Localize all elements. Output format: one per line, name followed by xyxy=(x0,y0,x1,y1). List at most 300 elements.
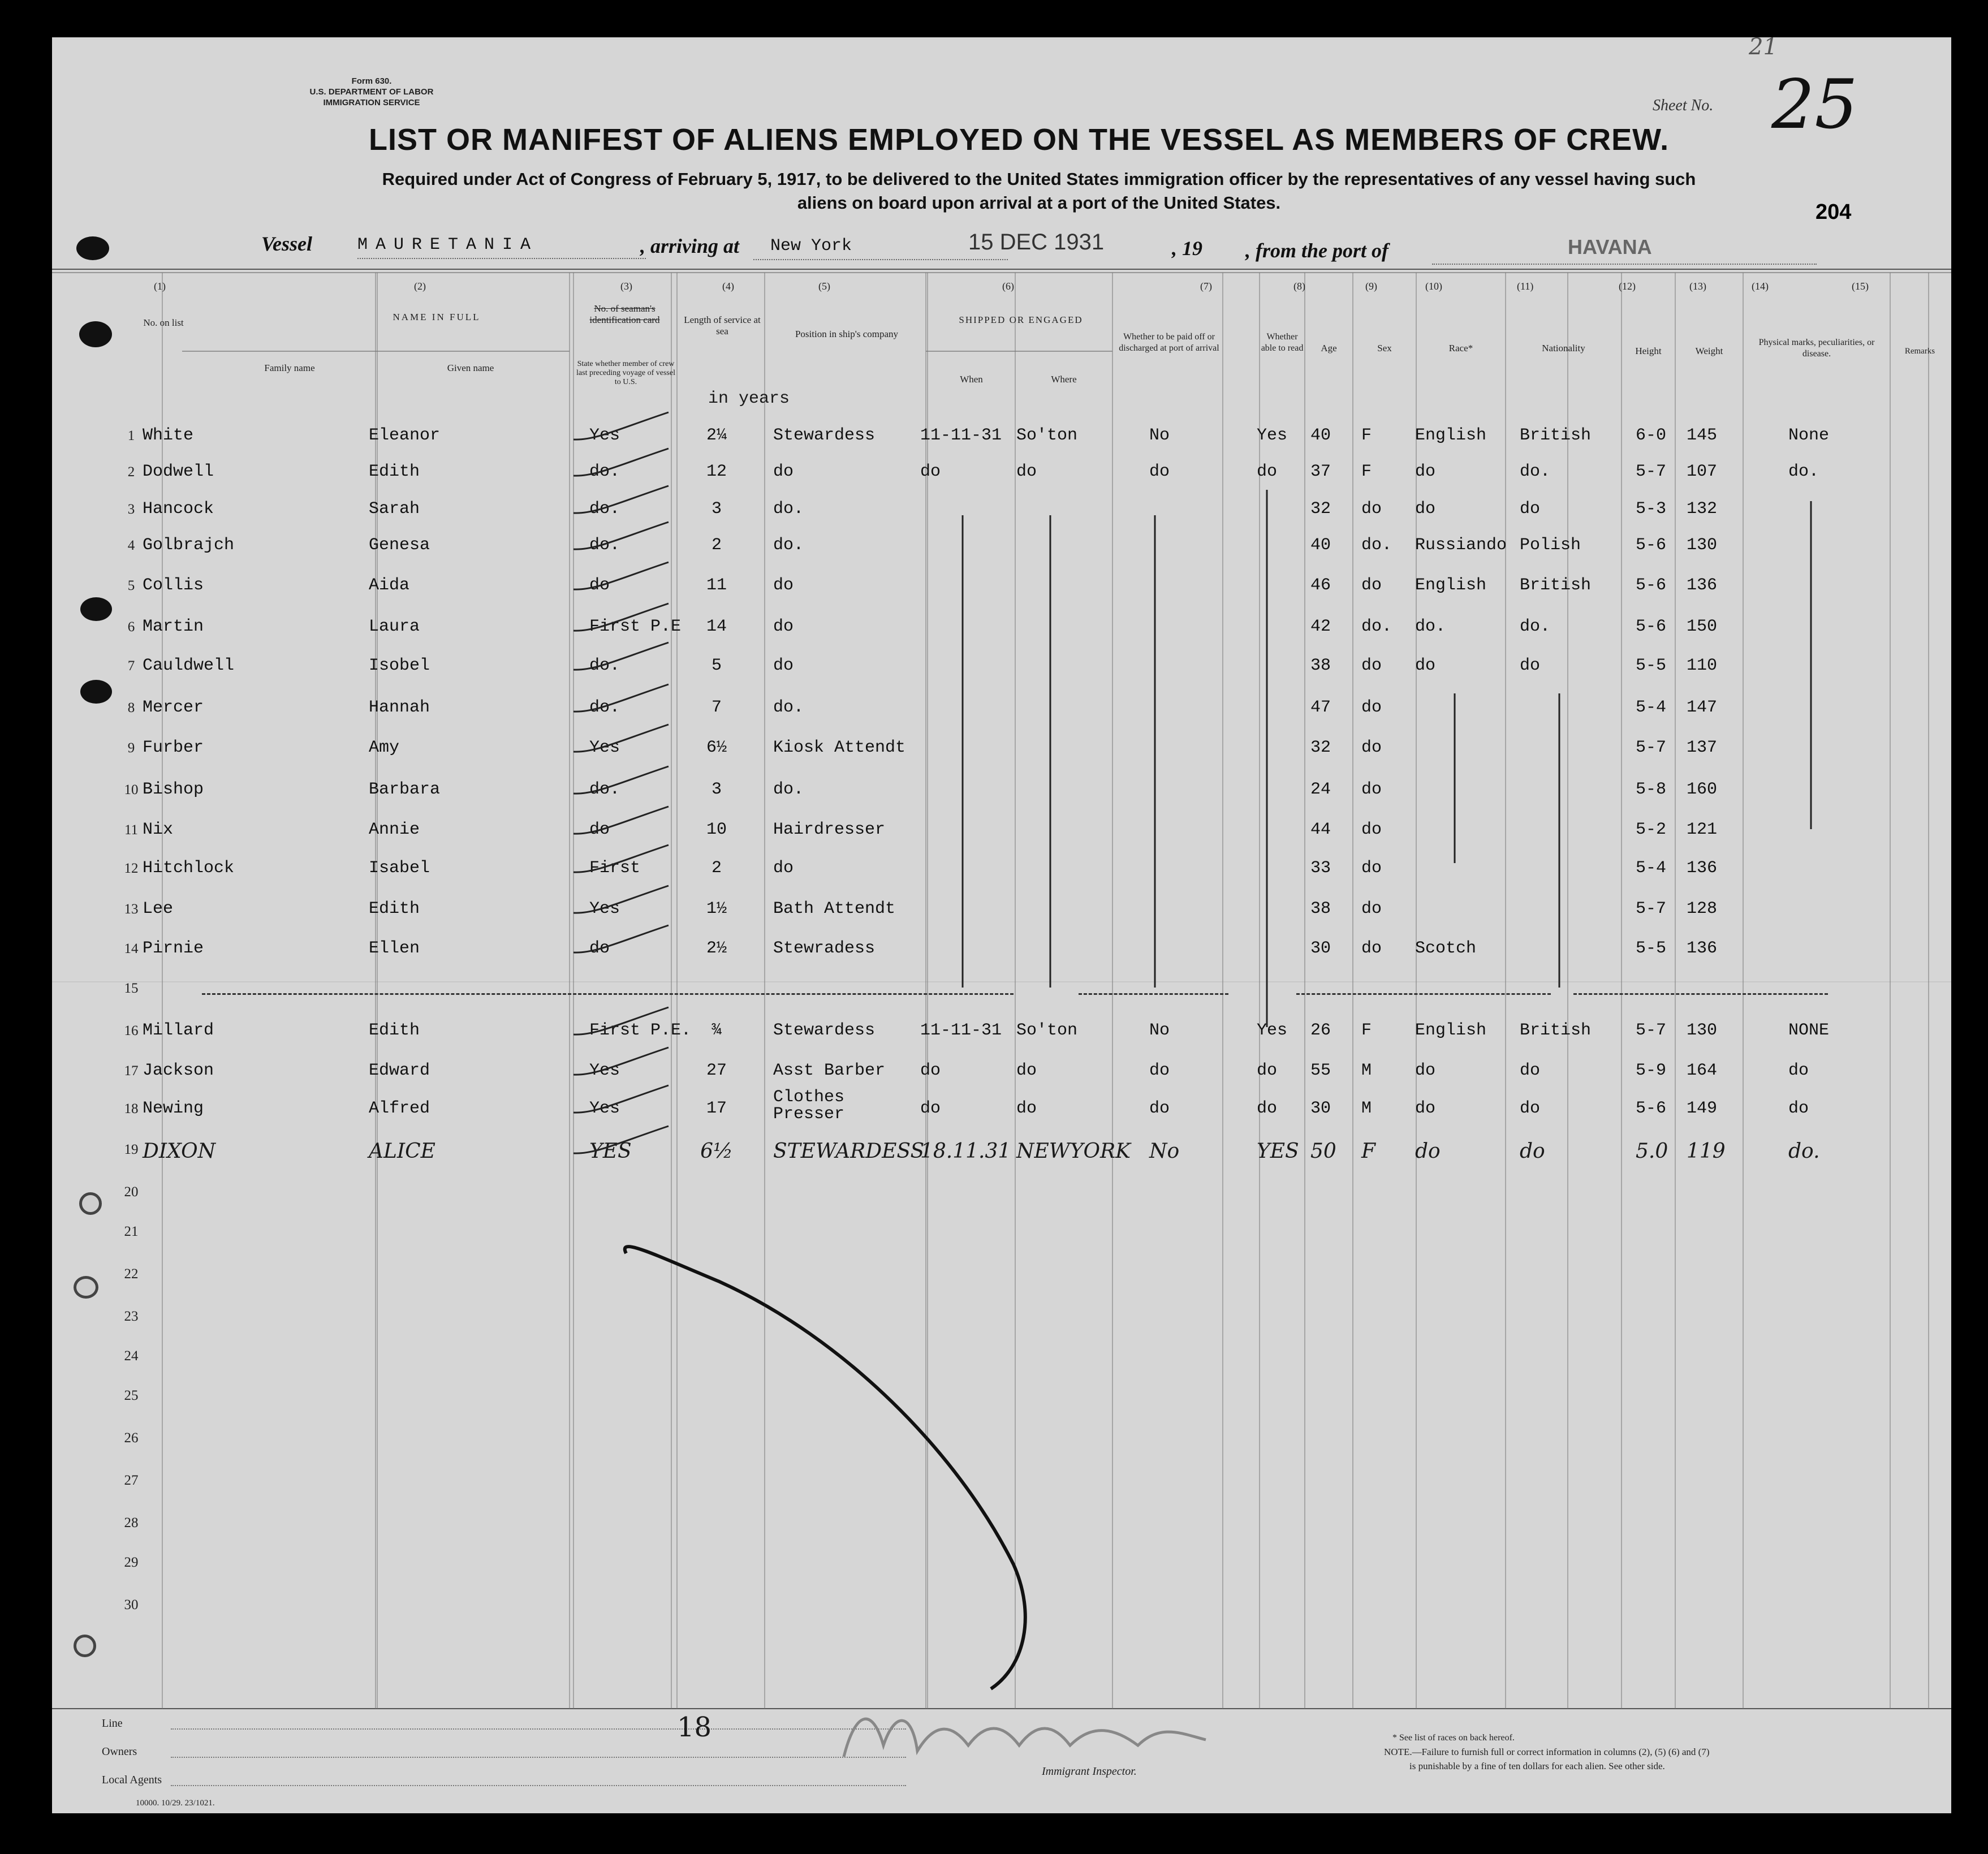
sex: do xyxy=(1361,780,1382,799)
prev-voyage: do. xyxy=(589,780,620,799)
physical-marks: None xyxy=(1788,426,1830,445)
family-name: White xyxy=(143,426,194,445)
age: 32 xyxy=(1310,499,1331,519)
weight: 150 xyxy=(1687,617,1718,636)
prev-voyage: do. xyxy=(589,462,620,481)
age: 38 xyxy=(1310,656,1331,675)
check-mark xyxy=(573,1047,669,1075)
family-name: Newing xyxy=(143,1099,204,1118)
length-of-service: 14 xyxy=(706,617,727,636)
column-number: (7) xyxy=(1200,281,1212,292)
nationality: do xyxy=(1520,1140,1545,1163)
shipped-where: do xyxy=(1016,1099,1037,1118)
requirement-line-2: aliens on board upon arrival at a port of the United States. xyxy=(797,193,1281,213)
row-number: 22 xyxy=(124,1266,139,1282)
row-number: 26 xyxy=(124,1430,139,1446)
nationality: British xyxy=(1520,1021,1592,1040)
header-weight: Weight xyxy=(1695,346,1723,356)
family-name: Mercer xyxy=(143,698,204,717)
given-name: Sarah xyxy=(369,499,420,519)
inspector-signature xyxy=(821,1700,1251,1779)
line-label: Line xyxy=(102,1717,123,1730)
check-mark xyxy=(573,1085,669,1113)
position: Stewardess xyxy=(773,426,876,445)
age: 40 xyxy=(1310,536,1331,555)
line-dotted xyxy=(171,1728,906,1730)
position: do. xyxy=(773,536,804,555)
row-number: 8 xyxy=(127,700,135,715)
nationality: do xyxy=(1520,1061,1541,1080)
age: 26 xyxy=(1310,1021,1331,1040)
length-of-service: 7 xyxy=(711,698,722,717)
position: Stewradess xyxy=(773,939,876,958)
shipped-where: do xyxy=(1016,1061,1037,1080)
given-name: Genesa xyxy=(369,536,430,555)
age: 46 xyxy=(1310,576,1331,595)
inspector-label: Immigrant Inspector. xyxy=(1042,1765,1137,1778)
check-mark xyxy=(573,725,669,752)
weight: 136 xyxy=(1687,576,1718,595)
height: 5-3 xyxy=(1636,499,1667,519)
shipped-where: So'ton xyxy=(1016,426,1078,445)
height: 5-5 xyxy=(1636,939,1667,958)
weight: 128 xyxy=(1687,899,1718,919)
sheet-number: 25 xyxy=(1771,66,1858,144)
sheet-label: Sheet No. xyxy=(1653,97,1714,114)
sex: F xyxy=(1361,1140,1375,1163)
binder-ring xyxy=(79,1192,102,1215)
shipped-when: 11-11-31 xyxy=(920,426,1002,445)
header-no-on-list: No. on list xyxy=(143,317,184,328)
race: English xyxy=(1415,426,1487,445)
age: 47 xyxy=(1310,698,1331,717)
prev-voyage: YES xyxy=(589,1140,632,1163)
length-of-service: 11 xyxy=(706,576,727,595)
row-number: 7 xyxy=(127,658,135,674)
family-name: Martin xyxy=(143,617,204,636)
weight: 119 xyxy=(1687,1140,1726,1163)
prev-voyage: Yes xyxy=(589,899,620,919)
weight: 132 xyxy=(1687,499,1718,519)
length-of-service: 2 xyxy=(711,536,722,555)
height: 5-6 xyxy=(1636,536,1667,555)
height: 6-0 xyxy=(1636,426,1667,445)
nationality: British xyxy=(1520,576,1592,595)
row-number: 28 xyxy=(124,1515,139,1530)
weight: 149 xyxy=(1687,1099,1718,1118)
height: 5-9 xyxy=(1636,1061,1667,1080)
race: do xyxy=(1415,499,1436,519)
arriving-label: , arriving at xyxy=(640,235,740,257)
given-name: Aida xyxy=(369,576,410,595)
age: 33 xyxy=(1310,859,1331,878)
column-number: (13) xyxy=(1689,281,1706,292)
family-name: Cauldwell xyxy=(143,656,235,675)
shipped-where: So'ton xyxy=(1016,1021,1078,1040)
sex: do xyxy=(1361,698,1382,717)
print-code: 10000. 10/29. 23/1021. xyxy=(136,1799,215,1808)
family-name: Nix xyxy=(143,820,174,839)
given-name: Edith xyxy=(369,1021,420,1040)
row-number: 24 xyxy=(124,1348,139,1364)
header-length-service: Length of service at sea xyxy=(684,314,761,337)
able-to-read: do xyxy=(1257,1099,1278,1118)
race: do. xyxy=(1415,617,1446,636)
header-where: Where xyxy=(1051,374,1077,385)
header-prev-voyage: State whether member of crew last preceding voyage of vessel to U.S. xyxy=(576,360,675,386)
page-code: 204 xyxy=(1815,200,1852,224)
row-number: 12 xyxy=(124,861,139,876)
column-number: (5) xyxy=(818,281,830,292)
prev-voyage: First P.E xyxy=(589,617,682,636)
race: do xyxy=(1415,1099,1436,1118)
sex: M xyxy=(1361,1061,1372,1080)
physical-marks: do. xyxy=(1788,1140,1820,1163)
header-family-name: Family name xyxy=(264,363,315,373)
given-name: Amy xyxy=(369,738,400,757)
race: do xyxy=(1415,1061,1436,1080)
given-name: Laura xyxy=(369,617,420,636)
position: STEWARDESS xyxy=(773,1140,925,1163)
row-number: 6 xyxy=(127,619,135,635)
position: do xyxy=(773,462,794,481)
check-mark xyxy=(573,684,669,712)
given-name: Edith xyxy=(369,462,420,481)
family-name: Millard xyxy=(143,1021,214,1040)
weight: 147 xyxy=(1687,698,1718,717)
family-name: Hancock xyxy=(143,499,214,519)
binder-hole xyxy=(76,236,109,260)
shipped-when: do xyxy=(920,1061,941,1080)
given-name: Isabel xyxy=(369,859,430,878)
row-number: 23 xyxy=(124,1309,139,1324)
position: Clothes Presser xyxy=(773,1088,845,1124)
family-name: Dodwell xyxy=(143,462,214,481)
height: 5-4 xyxy=(1636,859,1667,878)
owners-label: Owners xyxy=(102,1745,137,1758)
row-number: 4 xyxy=(127,538,135,553)
column-number: (4) xyxy=(722,281,734,292)
sex: do xyxy=(1361,820,1382,839)
sex: do xyxy=(1361,499,1382,519)
row-number: 20 xyxy=(124,1184,139,1200)
weight: 160 xyxy=(1687,780,1718,799)
length-of-service: 6½ xyxy=(706,738,727,757)
nationality: Polish xyxy=(1520,536,1581,555)
family-name: Jackson xyxy=(143,1061,214,1080)
length-of-service: 1½ xyxy=(706,899,727,919)
race: English xyxy=(1415,576,1487,595)
given-name: Edward xyxy=(369,1061,430,1080)
given-name: Eleanor xyxy=(369,426,441,445)
year-label: , 19 xyxy=(1172,237,1202,260)
family-name: Furber xyxy=(143,738,204,757)
able-to-read: Yes xyxy=(1257,1021,1288,1040)
height: 5-6 xyxy=(1636,1099,1667,1118)
length-of-service: 6½ xyxy=(700,1140,733,1163)
physical-marks: do xyxy=(1788,1061,1809,1080)
position: Kiosk Attendt xyxy=(773,738,906,757)
sex: do. xyxy=(1361,617,1392,636)
prev-voyage: Yes xyxy=(589,1061,620,1080)
agents-dotted xyxy=(171,1785,906,1786)
length-of-service: 5 xyxy=(711,656,722,675)
binder-ring xyxy=(74,1635,96,1657)
header-sex: Sex xyxy=(1377,343,1392,353)
weight: 121 xyxy=(1687,820,1718,839)
shipped-when: do xyxy=(920,1099,941,1118)
position: do. xyxy=(773,780,804,799)
column-number: (15) xyxy=(1852,281,1869,292)
given-name: Edith xyxy=(369,899,420,919)
age: 42 xyxy=(1310,617,1331,636)
row-number: 15 xyxy=(124,981,139,996)
header-name-in-full: NAME IN FULL xyxy=(393,312,481,322)
length-of-service: 12 xyxy=(706,462,727,481)
length-of-service: 2 xyxy=(711,859,722,878)
nationality: British xyxy=(1520,426,1592,445)
able-to-read: YES xyxy=(1257,1140,1299,1163)
age: 30 xyxy=(1310,939,1331,958)
position: do. xyxy=(773,499,804,519)
check-mark xyxy=(573,643,669,670)
column-number: (11) xyxy=(1517,281,1534,292)
height: 5-8 xyxy=(1636,780,1667,799)
position: Asst Barber xyxy=(773,1061,886,1080)
row-number: 14 xyxy=(124,941,139,956)
header-age: Age xyxy=(1321,343,1337,353)
check-mark xyxy=(573,807,669,834)
prev-voyage: do. xyxy=(589,698,620,717)
local-agents-label: Local Agents xyxy=(102,1774,162,1786)
row-number: 21 xyxy=(124,1224,139,1239)
shipped-where: NEWYORK xyxy=(1016,1140,1131,1163)
sex: F xyxy=(1361,462,1372,481)
date-stamp: 15 DEC 1931 xyxy=(968,230,1105,255)
column-number: (3) xyxy=(620,281,632,292)
requirement-line-1: Required under Act of Congress of February 5, 1917, to be delivered to the United States immigration officer by the representatives of any vessel having such xyxy=(382,169,1696,189)
row-number: 16 xyxy=(124,1023,139,1038)
header-given-name: Given name xyxy=(447,363,494,373)
row-number: 1 xyxy=(127,428,135,443)
nationality: do xyxy=(1520,656,1541,675)
check-mark xyxy=(573,449,669,476)
age: 50 xyxy=(1310,1140,1336,1163)
shipped-when: 18.11.31 xyxy=(920,1140,1011,1163)
shipped-when: 11-11-31 xyxy=(920,1021,1002,1040)
binder-hole xyxy=(80,680,112,704)
sex: do xyxy=(1361,738,1382,757)
sex: do. xyxy=(1361,536,1392,555)
header-shipped: SHIPPED OR ENGAGED xyxy=(959,314,1083,325)
age: 40 xyxy=(1310,426,1331,445)
nationality: do. xyxy=(1520,462,1551,481)
physical-marks: do. xyxy=(1788,462,1819,481)
header-seaman-id: No. of seaman's identification card xyxy=(589,303,660,325)
handwritten-strike-mark xyxy=(52,37,1951,1813)
check-mark xyxy=(573,1007,669,1034)
height: 5-6 xyxy=(1636,576,1667,595)
height: 5.0 xyxy=(1636,1140,1668,1163)
prev-voyage: do xyxy=(589,820,610,839)
check-mark xyxy=(573,886,669,913)
height: 5-7 xyxy=(1636,738,1667,757)
sex: F xyxy=(1361,426,1372,445)
nationality: do xyxy=(1520,1099,1541,1118)
check-mark xyxy=(573,562,669,589)
row-number: 25 xyxy=(124,1388,139,1403)
position: do xyxy=(773,617,794,636)
height: 5-6 xyxy=(1636,617,1667,636)
race: do xyxy=(1415,462,1436,481)
prev-voyage: First P.E. xyxy=(589,1021,692,1040)
vessel-label: Vessel xyxy=(261,232,312,255)
race: do xyxy=(1415,656,1436,675)
check-mark xyxy=(573,486,669,513)
corner-mark: 21 xyxy=(1749,34,1778,60)
nationality: do xyxy=(1520,499,1541,519)
physical-marks: NONE xyxy=(1788,1021,1830,1040)
age: 30 xyxy=(1310,1099,1331,1118)
length-of-service: ¾ xyxy=(711,1021,722,1040)
binder-hole xyxy=(80,597,112,621)
able-to-read: Yes xyxy=(1257,426,1288,445)
given-name: Hannah xyxy=(369,698,430,717)
row-number: 13 xyxy=(124,902,139,917)
column-number: (2) xyxy=(414,281,426,292)
sex: do xyxy=(1361,859,1382,878)
position: do xyxy=(773,859,794,878)
prev-voyage: do. xyxy=(589,656,620,675)
weight: 130 xyxy=(1687,1021,1718,1040)
weight: 136 xyxy=(1687,859,1718,878)
given-name: Alfred xyxy=(369,1099,430,1118)
given-name: ALICE xyxy=(369,1140,435,1163)
prev-voyage: do. xyxy=(589,536,620,555)
prev-voyage: do xyxy=(589,576,610,595)
check-mark xyxy=(573,766,669,794)
column-number: (14) xyxy=(1752,281,1769,292)
row-number: 30 xyxy=(124,1597,139,1612)
position: do. xyxy=(773,698,804,717)
paid-off: do xyxy=(1149,1099,1170,1118)
race: Scotch xyxy=(1415,939,1477,958)
prev-voyage: do. xyxy=(589,499,620,519)
row-number: 19 xyxy=(124,1142,139,1157)
prev-voyage: Yes xyxy=(589,738,620,757)
sex: F xyxy=(1361,1021,1372,1040)
service-label: IMMIGRATION SERVICE xyxy=(323,98,420,107)
column-number: (9) xyxy=(1365,281,1377,292)
nationality: do. xyxy=(1520,617,1551,636)
length-of-service: 2¼ xyxy=(706,426,727,445)
arrival-port: New York xyxy=(770,236,852,256)
height: 5-7 xyxy=(1636,462,1667,481)
departure-port: HAVANA xyxy=(1568,235,1652,258)
check-mark xyxy=(573,1126,669,1153)
sex: do xyxy=(1361,939,1382,958)
race: do xyxy=(1415,1140,1441,1163)
weight: 137 xyxy=(1687,738,1718,757)
length-of-service: 17 xyxy=(706,1099,727,1118)
row-number: 3 xyxy=(127,502,135,517)
row-number: 9 xyxy=(127,740,135,756)
binder-ring xyxy=(74,1276,98,1299)
total-count: 18 xyxy=(677,1711,712,1743)
length-of-service: 27 xyxy=(706,1061,727,1080)
weight: 107 xyxy=(1687,462,1718,481)
age: 37 xyxy=(1310,462,1331,481)
from-port-label: , from the port of xyxy=(1245,239,1389,262)
row-number: 10 xyxy=(124,782,139,797)
paid-off: do xyxy=(1149,1061,1170,1080)
header-paid-off: Whether to be paid off or discharged at port of arrival xyxy=(1119,332,1219,353)
header-nationality: Nationality xyxy=(1542,343,1585,353)
paid-off: No xyxy=(1149,1021,1170,1040)
header-when: When xyxy=(960,374,983,385)
fine-note-2: is punishable by a fine of ten dollars for each alien. See other side. xyxy=(1409,1761,1665,1771)
fine-note-1: NOTE.—Failure to furnish full or correct information in columns (2), (5) (6) and (7) xyxy=(1384,1747,1710,1757)
given-name: Barbara xyxy=(369,780,441,799)
column-number: (10) xyxy=(1425,281,1442,292)
family-name: Pirnie xyxy=(143,939,204,958)
row-number: 2 xyxy=(127,464,135,480)
row-number: 29 xyxy=(124,1555,139,1570)
race: Russiando xyxy=(1415,536,1507,555)
row-number: 18 xyxy=(124,1101,139,1116)
column-number: (1) xyxy=(154,281,166,292)
column-number: (12) xyxy=(1619,281,1636,292)
prev-voyage: Yes xyxy=(589,1099,620,1118)
paid-off: No xyxy=(1149,426,1170,445)
row-number: 27 xyxy=(124,1473,139,1488)
age: 44 xyxy=(1310,820,1331,839)
height: 5-5 xyxy=(1636,656,1667,675)
age: 32 xyxy=(1310,738,1331,757)
prev-voyage: Yes xyxy=(589,426,620,445)
race: English xyxy=(1415,1021,1487,1040)
check-mark xyxy=(573,603,669,631)
height: 5-4 xyxy=(1636,698,1667,717)
family-name: Bishop xyxy=(143,780,204,799)
paid-off: do xyxy=(1149,462,1170,481)
check-mark xyxy=(573,522,669,549)
given-name: Isobel xyxy=(369,656,430,675)
length-of-service: 3 xyxy=(711,499,722,519)
form-number: Form 630. xyxy=(351,76,392,86)
height: 5-2 xyxy=(1636,820,1667,839)
header-race: Race* xyxy=(1448,343,1473,353)
able-to-read: do xyxy=(1257,462,1278,481)
sex: do xyxy=(1361,656,1382,675)
row-number: 17 xyxy=(124,1063,139,1079)
weight: 164 xyxy=(1687,1061,1718,1080)
shipped-when: do xyxy=(920,462,941,481)
height: 5-7 xyxy=(1636,899,1667,919)
check-mark xyxy=(573,845,669,872)
column-number: (6) xyxy=(1002,281,1014,292)
manifest-sheet xyxy=(52,34,1951,1813)
family-name: Collis xyxy=(143,576,204,595)
weight: 145 xyxy=(1687,426,1718,445)
family-name: Hitchlock xyxy=(143,859,235,878)
binder-hole xyxy=(79,321,112,347)
able-to-read: do xyxy=(1257,1061,1278,1080)
length-of-service: 10 xyxy=(706,820,727,839)
age: 38 xyxy=(1310,899,1331,919)
row-number: 5 xyxy=(127,578,135,593)
header-position: Position in ship's company xyxy=(795,329,899,339)
